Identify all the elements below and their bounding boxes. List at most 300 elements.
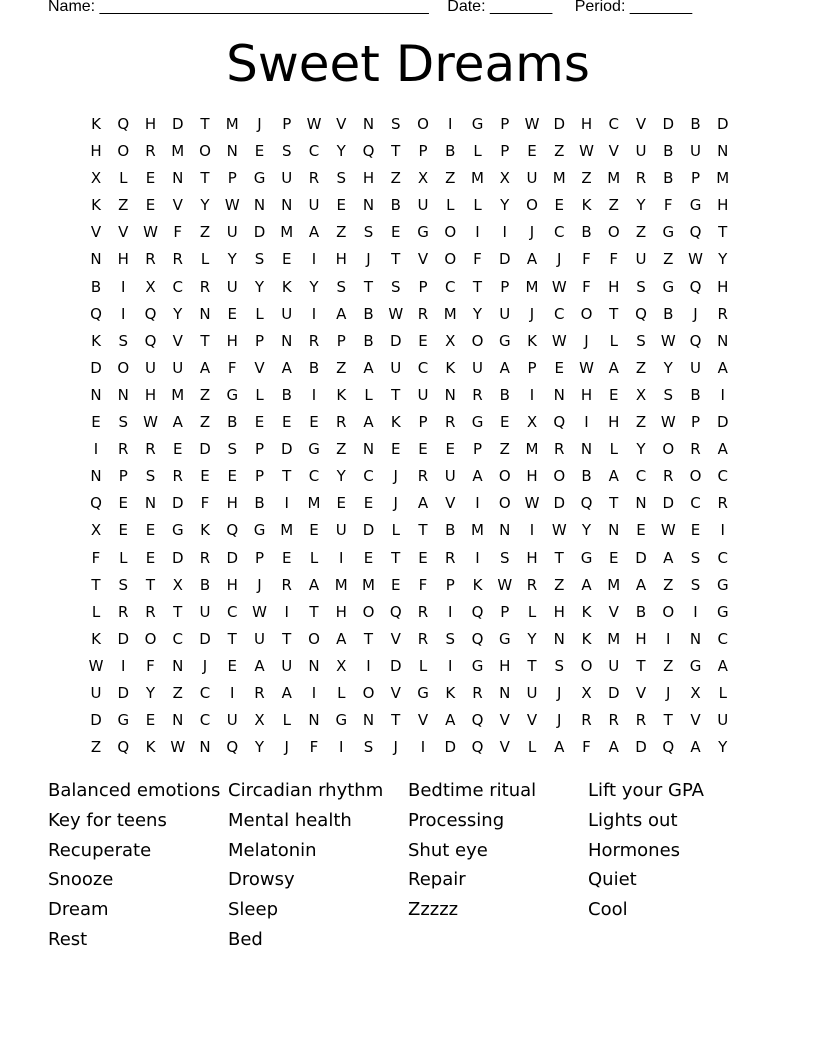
grid-letter[interactable]: D [635,738,647,757]
grid-letter[interactable]: I [475,223,480,242]
grid-letter[interactable]: S [390,277,401,296]
grid-letter[interactable]: W [224,196,240,215]
grid-letter[interactable]: H [580,385,593,404]
grid-letter[interactable]: S [336,277,347,296]
grid-letter[interactable]: V [499,711,510,730]
grid-letter[interactable]: A [336,629,347,648]
grid-letter[interactable]: U [717,711,729,730]
grid-letter[interactable]: O [471,331,484,350]
grid-letter[interactable]: Z [118,196,129,215]
grid-letter[interactable]: S [281,142,292,161]
grid-letter[interactable]: K [91,629,101,648]
grid-letter[interactable]: I [284,494,289,513]
grid-letter[interactable]: G [662,277,675,296]
grid-letter[interactable]: S [554,656,565,675]
grid-letter[interactable]: Z [172,683,183,702]
grid-letter[interactable]: T [200,115,210,133]
grid-letter[interactable]: W [688,250,703,269]
grid-letter[interactable]: R [145,250,156,269]
grid-letter[interactable]: Y [718,738,728,757]
grid-letter[interactable]: P [445,575,455,594]
grid-letter[interactable]: O [362,602,375,621]
grid-letter[interactable]: C [690,494,701,513]
grid-letter[interactable]: Y [227,250,237,269]
grid-letter[interactable]: T [636,656,646,675]
grid-letter[interactable]: M [225,115,239,133]
grid-letter[interactable]: F [227,358,237,377]
grid-letter[interactable]: Q [226,521,239,540]
grid-letter[interactable]: L [446,196,455,215]
grid-letter[interactable]: D [662,494,675,513]
grid-letter[interactable]: R [254,683,265,702]
grid-letter[interactable]: G [498,629,511,648]
grid-letter[interactable]: V [254,358,265,377]
grid-letter[interactable]: N [144,494,157,513]
grid-letter[interactable]: G [253,169,266,188]
grid-letter[interactable]: U [254,629,265,648]
grid-letter[interactable]: N [362,115,375,133]
grid-letter[interactable]: S [254,250,265,269]
grid-letter[interactable]: X [145,277,156,296]
grid-letter[interactable]: N [444,385,456,404]
grid-letter[interactable]: P [690,169,701,188]
grid-letter[interactable]: T [200,169,210,188]
grid-letter[interactable]: N [90,467,102,486]
grid-letter[interactable]: E [282,548,292,567]
grid-letter[interactable]: Q [362,142,375,161]
grid-letter[interactable]: Z [199,223,211,242]
grid-letter[interactable]: C [554,304,565,323]
grid-letter[interactable]: H [635,629,647,648]
grid-letter[interactable]: Y [200,196,210,215]
grid-letter[interactable]: X [417,169,429,188]
grid-letter[interactable]: I [311,683,317,702]
grid-letter[interactable]: P [282,115,292,133]
grid-letter[interactable]: T [663,711,673,730]
grid-letter[interactable]: M [607,575,621,594]
grid-letter[interactable]: X [581,683,592,702]
grid-letter[interactable]: H [117,250,129,269]
grid-letter[interactable]: C [308,467,320,486]
grid-letter[interactable]: K [581,196,592,215]
grid-letter[interactable]: W [143,413,158,432]
grid-letter[interactable]: O [417,115,429,133]
grid-letter[interactable]: D [607,683,620,702]
grid-letter[interactable]: P [500,277,510,296]
grid-letter[interactable]: O [444,250,457,269]
grid-letter[interactable]: E [527,142,537,161]
grid-letter[interactable]: Y [581,521,592,540]
grid-letter[interactable]: N [308,711,320,730]
grid-letter[interactable]: U [226,223,238,242]
grid-letter[interactable]: O [553,467,566,486]
grid-letter[interactable]: F [309,738,319,757]
grid-letter[interactable]: W [551,277,567,296]
grid-letter[interactable]: N [199,738,211,757]
grid-letter[interactable]: C [717,629,728,648]
grid-letter[interactable]: R [581,711,592,730]
grid-letter[interactable]: R [663,467,674,486]
grid-letter[interactable]: N [362,196,375,215]
grid-letter[interactable]: B [363,331,374,350]
grid-letter[interactable]: Y [145,683,156,702]
grid-letter[interactable]: I [93,440,99,459]
grid-letter[interactable]: E [173,440,183,459]
grid-letter[interactable]: H [335,250,347,269]
grid-letter[interactable]: Y [336,142,346,161]
grid-letter[interactable]: G [117,711,130,730]
grid-letter[interactable]: B [227,413,238,432]
grid-letter[interactable]: T [418,521,428,540]
grid-letter[interactable]: B [199,575,211,594]
grid-letter[interactable]: R [445,413,456,432]
grid-letter[interactable]: C [554,223,565,242]
grid-letter[interactable]: Q [689,277,702,296]
grid-letter[interactable]: U [499,304,511,323]
grid-letter[interactable]: S [690,548,701,567]
grid-letter[interactable]: E [609,385,619,404]
grid-letter[interactable]: C [199,711,211,730]
grid-letter[interactable]: A [717,440,728,459]
grid-letter[interactable]: Z [635,413,647,432]
grid-letter[interactable]: M [471,169,484,188]
grid-letter[interactable]: B [635,602,647,621]
grid-letter[interactable]: G [689,656,702,675]
grid-letter[interactable]: W [579,358,594,377]
grid-letter[interactable]: K [145,738,156,757]
grid-letter[interactable]: E [118,521,128,540]
grid-letter[interactable]: Q [389,602,402,621]
grid-letter[interactable]: R [145,142,156,161]
grid-letter[interactable]: Z [554,142,565,161]
grid-letter[interactable]: T [554,548,564,567]
grid-letter[interactable]: G [716,602,729,621]
grid-letter[interactable]: E [391,575,401,594]
grid-letter[interactable]: Y [636,196,646,215]
grid-letter[interactable]: N [90,250,102,269]
grid-letter[interactable]: O [117,358,130,377]
grid-letter[interactable]: I [448,602,453,621]
grid-letter[interactable]: U [444,467,456,486]
grid-letter[interactable]: I [339,548,344,567]
grid-letter[interactable]: W [497,575,513,594]
grid-letter[interactable]: W [551,331,567,350]
grid-letter[interactable]: C [635,467,647,486]
grid-letter[interactable]: P [254,440,265,459]
grid-letter[interactable]: E [391,223,401,242]
grid-letter[interactable]: M [171,385,185,404]
grid-letter[interactable]: G [716,575,729,594]
grid-letter[interactable]: O [580,304,593,323]
grid-letter[interactable]: F [663,196,673,215]
grid-letter[interactable]: U [417,196,429,215]
grid-letter[interactable]: N [717,142,729,161]
grid-letter[interactable]: E [363,494,374,513]
grid-letter[interactable]: R [635,711,647,730]
grid-letter[interactable]: O [580,656,593,675]
grid-letter[interactable]: Z [635,358,647,377]
grid-letter[interactable]: G [471,656,484,675]
grid-letter[interactable]: U [281,304,293,323]
grid-letter[interactable]: N [717,331,729,350]
grid-letter[interactable]: Q [471,711,484,730]
grid-letter[interactable]: W [252,602,267,621]
grid-letter[interactable]: J [257,115,262,133]
grid-letter[interactable]: T [391,250,401,269]
grid-letter[interactable]: D [171,548,184,567]
grid-letter[interactable]: C [363,467,374,486]
grid-letter[interactable]: U [335,521,347,540]
grid-letter[interactable]: I [311,304,317,323]
grid-letter[interactable]: D [199,629,211,648]
grid-letter[interactable]: R [417,602,429,621]
grid-letter[interactable]: B [690,115,701,133]
grid-letter[interactable]: K [581,602,592,621]
grid-letter[interactable]: I [475,548,480,567]
grid-letter[interactable]: O [526,196,538,215]
grid-letter[interactable]: Q [117,115,130,133]
grid-letter[interactable]: S [663,385,674,404]
grid-letter[interactable]: C [717,548,728,567]
grid-letter[interactable]: Z [608,196,619,215]
grid-letter[interactable]: E [145,548,156,567]
grid-letter[interactable]: W [170,738,186,757]
grid-letter[interactable]: W [306,115,322,133]
grid-letter[interactable]: N [281,331,293,350]
grid-letter[interactable]: U [90,683,102,702]
grid-letter[interactable]: A [608,738,619,757]
grid-letter[interactable]: V [390,629,401,648]
grid-letter[interactable]: C [308,142,320,161]
grid-letter[interactable]: F [91,548,101,567]
grid-letter[interactable]: A [663,548,674,567]
grid-letter[interactable]: E [690,521,701,540]
grid-letter[interactable]: K [91,196,101,215]
grid-letter[interactable]: D [90,358,102,377]
grid-letter[interactable]: G [580,548,593,567]
grid-letter[interactable]: R [172,250,183,269]
grid-letter[interactable]: A [581,575,592,594]
grid-letter[interactable]: Y [309,277,319,296]
grid-letter[interactable]: M [307,494,321,513]
grid-letter[interactable]: M [552,169,566,188]
grid-letter[interactable]: X [90,169,102,188]
grid-letter[interactable]: C [417,358,429,377]
grid-letter[interactable]: U [390,358,402,377]
grid-letter[interactable]: I [121,656,126,675]
grid-letter[interactable]: W [388,304,404,323]
grid-letter[interactable]: Q [90,304,102,323]
grid-letter[interactable]: W [551,521,567,540]
grid-letter[interactable]: Z [336,358,347,377]
grid-letter[interactable]: E [636,521,646,540]
grid-letter[interactable]: Y [472,304,483,323]
grid-letter[interactable]: A [199,358,211,377]
grid-letter[interactable]: L [391,521,400,540]
grid-letter[interactable]: L [473,142,482,161]
grid-letter[interactable]: J [693,304,698,323]
grid-letter[interactable]: S [363,738,374,757]
grid-letter[interactable]: J [557,250,562,269]
grid-letter[interactable]: M [716,169,730,188]
grid-letter[interactable]: S [145,467,156,486]
grid-letter[interactable]: L [337,683,346,702]
grid-letter[interactable]: I [339,738,344,757]
grid-letter[interactable]: V [417,250,429,269]
grid-letter[interactable]: N [117,385,129,404]
grid-letter[interactable]: M [280,223,294,242]
grid-letter[interactable]: N [499,521,511,540]
grid-letter[interactable]: Q [471,738,484,757]
grid-letter[interactable]: I [121,277,126,296]
grid-letter[interactable]: E [200,467,210,486]
grid-letter[interactable]: N [580,440,593,459]
grid-letter[interactable]: M [471,521,484,540]
grid-letter[interactable]: V [635,683,647,702]
grid-letter[interactable]: J [529,304,535,323]
grid-letter[interactable]: I [693,602,698,621]
grid-letter[interactable]: O [607,223,620,242]
grid-letter[interactable]: E [336,494,346,513]
grid-letter[interactable]: A [308,575,320,594]
grid-letter[interactable]: H [608,277,620,296]
grid-letter[interactable]: T [609,304,619,323]
grid-letter[interactable]: O [662,602,675,621]
grid-letter[interactable]: G [498,331,511,350]
grid-letter[interactable]: D [90,711,102,730]
grid-letter[interactable]: H [717,196,729,215]
grid-letter[interactable]: E [227,304,237,323]
grid-letter[interactable]: B [90,277,102,296]
grid-letter[interactable]: J [529,223,535,242]
grid-letter[interactable]: H [144,115,157,133]
grid-letter[interactable]: C [227,602,238,621]
grid-letter[interactable]: E [282,413,292,432]
grid-letter[interactable]: U [690,142,701,161]
grid-letter[interactable]: I [502,223,507,242]
grid-letter[interactable]: V [608,142,619,161]
grid-letter[interactable]: B [663,169,674,188]
grid-letter[interactable]: F [418,575,428,594]
grid-letter[interactable]: S [363,223,374,242]
grid-letter[interactable]: F [146,656,155,675]
grid-letter[interactable]: Y [718,250,728,269]
grid-letter[interactable]: Z [90,738,102,757]
grid-letter[interactable]: N [362,440,375,459]
grid-letter[interactable]: K [527,331,537,350]
grid-letter[interactable]: V [172,331,183,350]
grid-letter[interactable]: L [282,711,291,730]
grid-letter[interactable]: F [582,738,591,757]
grid-letter[interactable]: D [171,115,184,133]
grid-letter[interactable]: T [391,548,401,567]
grid-letter[interactable]: C [717,467,728,486]
grid-letter[interactable]: M [171,142,185,161]
grid-letter[interactable]: J [257,575,262,594]
grid-letter[interactable]: E [309,413,319,432]
grid-letter[interactable]: E [227,467,237,486]
grid-letter[interactable]: X [690,683,701,702]
grid-letter[interactable]: T [718,223,728,242]
grid-letter[interactable]: B [308,358,320,377]
grid-letter[interactable]: H [90,142,102,161]
grid-letter[interactable]: A [635,575,647,594]
grid-letter[interactable]: R [145,440,156,459]
grid-letter[interactable]: O [498,494,511,513]
grid-letter[interactable]: H [608,413,620,432]
grid-letter[interactable]: T [309,602,319,621]
grid-letter[interactable]: R [308,331,320,350]
grid-letter[interactable]: V [690,711,701,730]
grid-letter[interactable]: I [475,494,480,513]
grid-letter[interactable]: A [417,494,429,513]
grid-letter[interactable]: N [553,629,565,648]
grid-letter[interactable]: R [417,304,429,323]
grid-letter[interactable]: K [581,629,592,648]
grid-letter[interactable]: Q [635,304,647,323]
grid-letter[interactable]: R [445,548,456,567]
grid-letter[interactable]: G [689,196,702,215]
grid-letter[interactable]: C [172,629,183,648]
grid-letter[interactable]: G [417,683,429,702]
grid-letter[interactable]: Q [689,223,702,242]
grid-letter[interactable]: G [662,223,675,242]
grid-letter[interactable]: H [226,575,238,594]
grid-letter[interactable]: Q [471,602,484,621]
grid-letter[interactable]: H [526,467,538,486]
grid-letter[interactable]: D [716,115,729,133]
grid-letter[interactable]: F [173,223,183,242]
grid-letter[interactable]: Z [336,440,347,459]
grid-letter[interactable]: S [227,440,238,459]
grid-letter[interactable]: M [525,440,539,459]
grid-letter[interactable]: F [582,277,591,296]
grid-letter[interactable]: D [444,738,457,757]
grid-letter[interactable]: T [282,629,292,648]
grid-letter[interactable]: N [635,494,647,513]
grid-letter[interactable]: E [445,440,455,459]
grid-letter[interactable]: T [200,331,210,350]
grid-letter[interactable]: U [417,385,429,404]
grid-letter[interactable]: N [362,711,375,730]
grid-letter[interactable]: V [445,494,456,513]
grid-letter[interactable]: B [663,142,674,161]
grid-letter[interactable]: E [145,521,156,540]
grid-letter[interactable]: C [445,277,456,296]
grid-letter[interactable]: A [281,683,292,702]
grid-letter[interactable]: B [390,196,401,215]
grid-letter[interactable]: F [473,250,482,269]
grid-letter[interactable]: Q [689,331,702,350]
grid-letter[interactable]: L [473,196,482,215]
grid-letter[interactable]: R [717,304,728,323]
grid-letter[interactable]: B [445,142,456,161]
grid-letter[interactable]: L [418,656,428,675]
grid-letter[interactable]: N [172,656,184,675]
grid-letter[interactable]: A [526,250,538,269]
grid-letter[interactable]: N [689,629,702,648]
grid-letter[interactable]: E [227,656,237,675]
grid-letter[interactable]: M [362,575,375,594]
grid-letter[interactable]: I [529,385,535,404]
grid-letter[interactable]: Q [144,331,157,350]
grid-letter[interactable]: T [472,277,483,296]
grid-letter[interactable]: F [582,250,591,269]
grid-letter[interactable]: P [254,548,265,567]
grid-letter[interactable]: D [171,494,184,513]
grid-letter[interactable]: H [335,602,347,621]
grid-letter[interactable]: G [417,223,429,242]
